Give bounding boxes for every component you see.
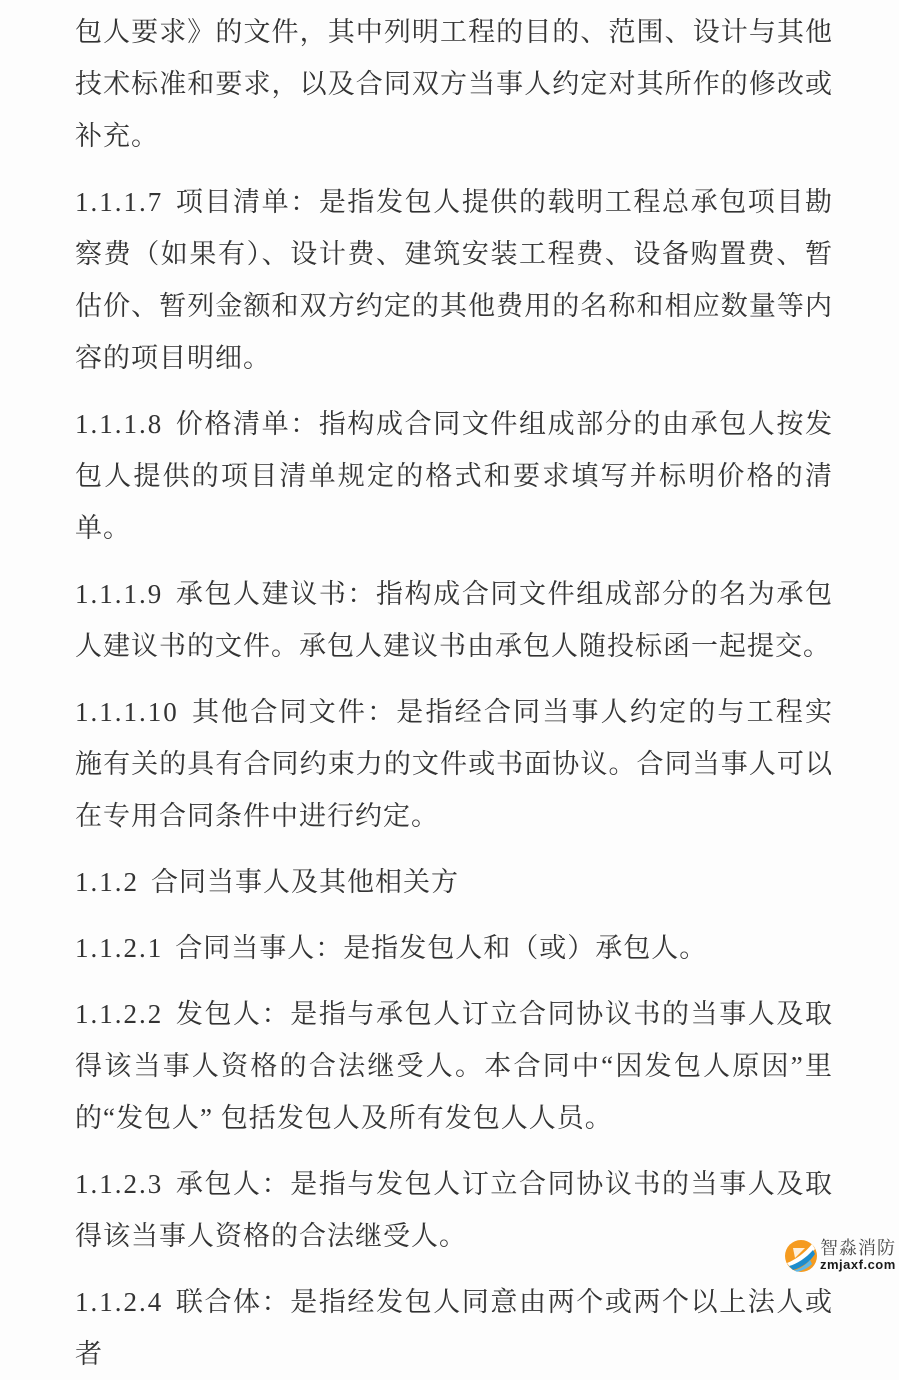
clause-body: 合同当事人及其他相关方 [151, 867, 459, 897]
clause-number: 1.1.2.1 [75, 933, 164, 963]
clause-1-1-1-10 [75, 686, 833, 842]
zhimiao-fire-logo-icon [785, 1240, 817, 1272]
clause-body: 价格清单：指构成合同文件组成部分的由承包人按发包人提供的项目清单规定的格式和要求填写并标明价格的清单。 [75, 409, 833, 543]
clause-1-1-2-4 [75, 1276, 833, 1380]
watermark-brand-name: 智淼消防 [820, 1238, 896, 1258]
clause-number: 1.1.1.8 [75, 409, 164, 439]
clause-number: 1.1.2.3 [75, 1169, 164, 1199]
clause-number: 1.1.2 [75, 867, 139, 897]
paragraph-continuation [75, 6, 833, 162]
clause-1-1-2-3 [75, 1158, 833, 1262]
clause-number: 1.1.1.9 [75, 579, 164, 609]
clause-body: 其他合同文件：是指经合同当事人约定的与工程实施有关的具有合同约束力的文件或书面协议。合同当事人可以在专用合同条件中进行约定。 [75, 697, 833, 831]
clause-number: 1.1.2.4 [75, 1287, 164, 1317]
heading-1-1-2 [75, 856, 833, 908]
site-watermark [785, 1239, 896, 1272]
clause-body: 项目清单：是指发包人提供的载明工程总承包项目勘察费（如果有）、设计费、建筑安装工程费、设备购置费、暂估价、暂列金额和双方约定的其他费用的名称和相应数量等内容的项目明细。 [75, 187, 833, 373]
clause-body: 联合体：是指经发包人同意由两个或两个以上法人或者 [75, 1287, 833, 1369]
clause-body: 发包人：是指与承包人订立合同协议书的当事人及取得该当事人资格的合法继受人。本合同中“因发包人原因”里的“发包人” 包括发包人及所有发包人人员。 [75, 999, 833, 1133]
clause-number: 1.1.1.10 [75, 697, 179, 727]
clause-1-1-1-7 [75, 176, 833, 384]
document-page [75, 6, 833, 1380]
clause-number: 1.1.2.2 [75, 999, 164, 1029]
clause-number: 1.1.1.7 [75, 187, 164, 217]
clause-body: 合同当事人：是指发包人和（或）承包人。 [175, 933, 708, 963]
clause-1-1-1-9 [75, 568, 833, 672]
clause-1-1-1-8 [75, 398, 833, 554]
clause-1-1-2-2 [75, 988, 833, 1144]
clause-1-1-2-1 [75, 922, 833, 974]
watermark-domain: zmjaxf.com [820, 1257, 896, 1272]
clause-body: 包人要求》的文件，其中列明工程的目的、范围、设计与其他技术标准和要求，以及合同双方当事人约定对其所作的修改或补充。 [75, 17, 833, 151]
watermark-text [820, 1239, 896, 1272]
clause-body: 承包人建议书：指构成合同文件组成部分的名为承包人建议书的文件。承包人建议书由承包人随投标函一起提交。 [75, 579, 833, 661]
clause-body: 承包人：是指与发包人订立合同协议书的当事人及取得该当事人资格的合法继受人。 [75, 1169, 833, 1251]
